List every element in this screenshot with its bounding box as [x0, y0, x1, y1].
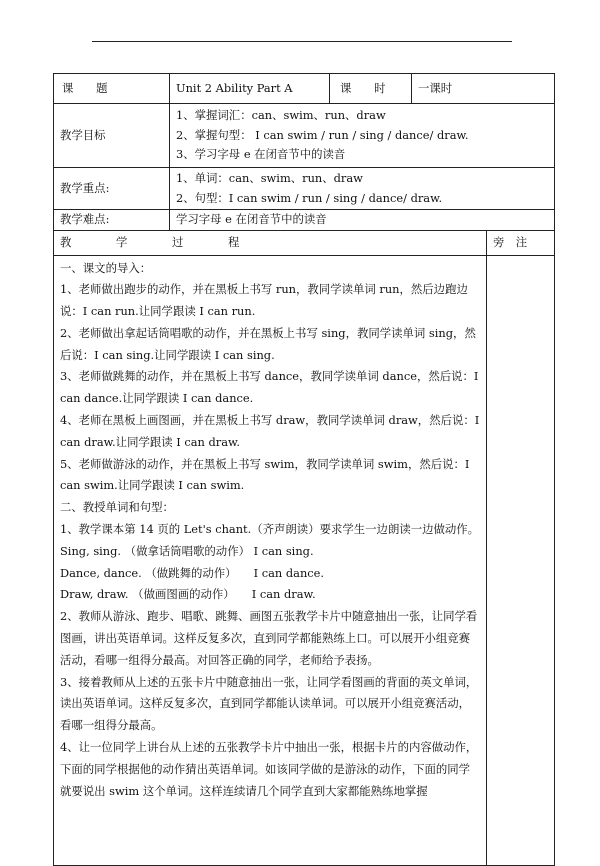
objectives-label: 教学目标 [54, 104, 170, 168]
key-point-item: 1、单词：can、swim、run、draw [176, 171, 363, 185]
row-objectives [54, 104, 555, 168]
process-char: 过 [172, 234, 184, 249]
process-paragraph: 5、老师做游泳的动作，并在黑板上书写 swim，教同学读单词 swim，然后说：I can swim.让同学跟读 I can swim. [60, 456, 470, 493]
process-content [54, 255, 487, 865]
process-paragraph: Sing, sing. （做拿话筒唱歌的动作） I can sing. [60, 543, 314, 558]
process-char: 学 [116, 234, 128, 249]
process-header [54, 230, 487, 255]
objective-item: 1、掌握词汇：can、swim、run、draw [176, 108, 386, 123]
notes-column [487, 255, 555, 865]
key-points-value [170, 168, 555, 210]
process-paragraph: 2、教师从游泳、跑步、唱歌、跳舞、画图五张教学卡片中随意抽出一张，让同学看图画，讲出英语单词。这样反复多次，直到同学都能熟练上口。可以展开小组竞赛活动，看哪一组得分最高。对回答正确的同学，老师给予表扬。 [60, 609, 478, 667]
row-key-points [54, 168, 555, 210]
process-paragraph: 1、教学课本第 14 页的 Let's chant.（齐声朗读）要求学生一边朗读一边做动作。 [60, 522, 480, 537]
header-rule [92, 41, 512, 42]
process-paragraph: 4、让一位同学上讲台从上述的五张教学卡片中抽出一张，根据卡片的内容做动作，下面的同学根据他的动作猜出英语单词。如该同学做的是游泳的动作，下面的同学就要说出 swim 这个单词。这样连续请几个同学直到大家都能熟练地掌握 [60, 740, 478, 798]
objectives-value [170, 104, 555, 168]
notes-header: 旁 注 [487, 230, 555, 255]
process-paragraph: 3、老师做跳舞的动作，并在黑板上书写 dance，教同学读单词 dance，然后说：I can dance.让同学跟读 I can dance. [60, 369, 479, 406]
process-char: 教 [60, 234, 72, 249]
lesson-plan-table [53, 73, 555, 866]
period-label: 课 时 [330, 74, 412, 104]
process-paragraph: 二、教授单词和句型： [60, 500, 174, 515]
process-paragraph: Draw, draw. （做画图画的动作） I can draw. [60, 587, 316, 602]
objective-item: 3、学习字母 e 在闭音节中的读音 [176, 147, 346, 162]
process-paragraph: 一、课文的导入： [60, 260, 152, 275]
difficulty-value: 学习字母 e 在闭音节中的读音 [170, 210, 555, 231]
difficulty-label: 教学难点: [54, 210, 170, 231]
process-paragraph: 1、老师做出跑步的动作，并在黑板上书写 run，教同学读单词 run，然后边跑边说：I can run.让同学跟读 I can run. [60, 282, 468, 319]
objective-item: 2、掌握句型： I can swim / run / sing / dance/ draw. [176, 127, 469, 142]
row-topic [54, 74, 555, 104]
row-process-body [54, 255, 555, 865]
topic-label: 课 题 [54, 74, 170, 104]
process-paragraph: 2、老师做出拿起话筒唱歌的动作，并在黑板上书写 sing，教同学读单词 sing，然后说：I can sing.让同学跟读 I can sing. [60, 325, 476, 362]
period-value: 一课时 [412, 74, 555, 104]
process-paragraph: 3、接着教师从上述的五张卡片中随意抽出一张，让同学看图画的背面的英文单词，读出英语单词。这样反复多次，直到同学都能认读单词。可以展开小组竞赛活动，看哪一组得分最高。 [60, 674, 478, 733]
key-point-item: 2、句型：I can swim / run / sing / dance/ draw. [176, 190, 443, 205]
topic-value: Unit 2 Ability Part A [170, 74, 330, 104]
process-paragraph: Dance, dance. （做跳舞的动作） I can dance. [60, 565, 325, 580]
row-difficulty [54, 210, 555, 231]
row-process-header [54, 230, 555, 255]
process-paragraph: 4、老师在黑板上画图画，并在黑板上书写 draw，教同学读单词 draw，然后说：I can draw.让同学跟读 I can draw. [60, 413, 480, 449]
process-char: 程 [228, 234, 240, 249]
key-points-label: 教学重点: [54, 168, 170, 210]
